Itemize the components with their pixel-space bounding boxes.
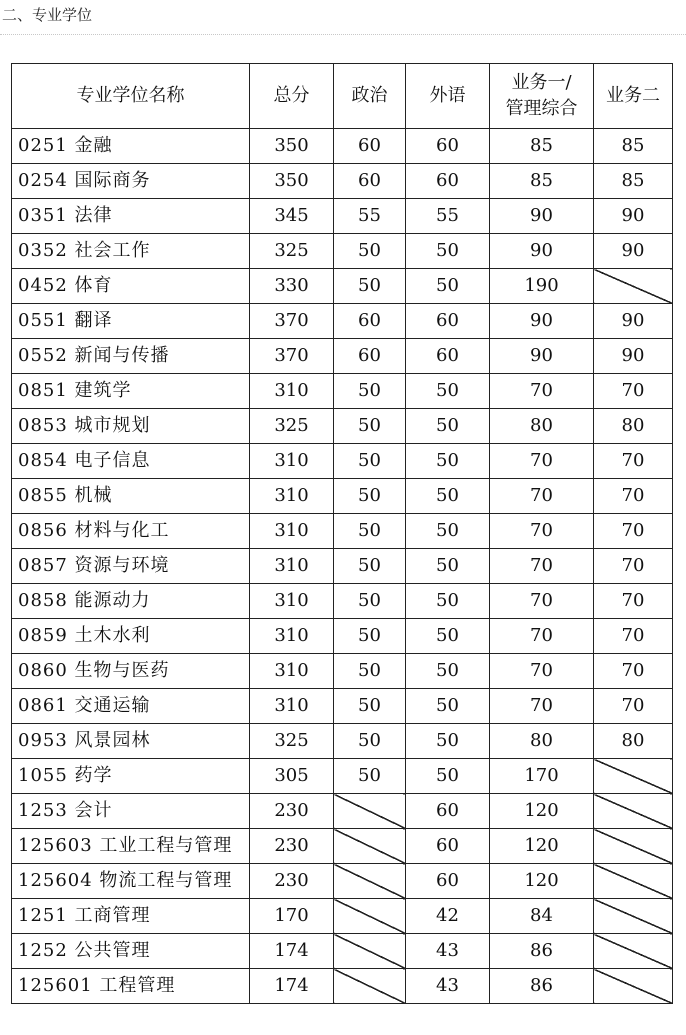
table-row (12, 374, 673, 409)
cell-name: 0953 风景园林 (12, 724, 250, 759)
cell-total: 310 (250, 619, 334, 654)
cell-language: 60 (406, 864, 490, 899)
cell-business2-not-applicable (594, 269, 673, 304)
cell-business2: 70 (594, 654, 673, 689)
cell-business1: 120 (490, 829, 594, 864)
cell-business1: 86 (490, 969, 594, 1004)
cell-language: 43 (406, 934, 490, 969)
cell-business1: 80 (490, 409, 594, 444)
table-row (12, 234, 673, 269)
table-row (12, 759, 673, 794)
cell-business1: 90 (490, 199, 594, 234)
cell-business1: 170 (490, 759, 594, 794)
cell-total: 345 (250, 199, 334, 234)
cell-business1: 70 (490, 479, 594, 514)
cell-total: 325 (250, 234, 334, 269)
cell-business1: 70 (490, 514, 594, 549)
cell-politics-not-applicable (334, 794, 406, 829)
cell-business2-not-applicable (594, 829, 673, 864)
cell-politics: 50 (334, 479, 406, 514)
table-row (12, 619, 673, 654)
cell-politics: 50 (334, 444, 406, 479)
cell-business2: 80 (594, 724, 673, 759)
cell-politics: 60 (334, 339, 406, 374)
cell-politics: 60 (334, 304, 406, 339)
cell-name: 0352 社会工作 (12, 234, 250, 269)
table-row (12, 269, 673, 304)
cell-business2: 90 (594, 339, 673, 374)
table-row (12, 829, 673, 864)
cell-name: 0860 生物与医药 (12, 654, 250, 689)
cell-politics: 50 (334, 724, 406, 759)
cell-total: 170 (250, 899, 334, 934)
cell-politics: 60 (334, 129, 406, 164)
cell-language: 50 (406, 514, 490, 549)
cell-name: 0851 建筑学 (12, 374, 250, 409)
cell-total: 350 (250, 129, 334, 164)
cell-language: 60 (406, 794, 490, 829)
cell-language: 60 (406, 339, 490, 374)
header-total: 总分 (250, 64, 334, 129)
cell-name: 0857 资源与环境 (12, 549, 250, 584)
cell-business2: 85 (594, 164, 673, 199)
cell-business1: 90 (490, 339, 594, 374)
cell-business1: 84 (490, 899, 594, 934)
cell-total: 310 (250, 689, 334, 724)
cell-name: 0861 交通运输 (12, 689, 250, 724)
cell-language: 50 (406, 234, 490, 269)
table-row (12, 689, 673, 724)
table-row (12, 339, 673, 374)
cell-language: 50 (406, 374, 490, 409)
table-row (12, 654, 673, 689)
cell-business1: 70 (490, 549, 594, 584)
table-row (12, 864, 673, 899)
table-row (12, 794, 673, 829)
cell-business1: 80 (490, 724, 594, 759)
cell-business2-not-applicable (594, 934, 673, 969)
cell-business2: 70 (594, 514, 673, 549)
cell-name: 0859 土木水利 (12, 619, 250, 654)
score-table (11, 63, 673, 1004)
table-row (12, 129, 673, 164)
cell-total: 230 (250, 794, 334, 829)
cell-business1: 86 (490, 934, 594, 969)
cell-language: 50 (406, 689, 490, 724)
cell-politics: 50 (334, 619, 406, 654)
table-row (12, 584, 673, 619)
cell-politics-not-applicable (334, 934, 406, 969)
cell-business1: 70 (490, 584, 594, 619)
cell-name: 0552 新闻与传播 (12, 339, 250, 374)
cell-politics: 50 (334, 269, 406, 304)
cell-name: 0858 能源动力 (12, 584, 250, 619)
cell-total: 230 (250, 864, 334, 899)
header-business1 (490, 64, 594, 129)
cell-business1: 70 (490, 654, 594, 689)
table-row (12, 934, 673, 969)
cell-language: 50 (406, 654, 490, 689)
cell-language: 60 (406, 304, 490, 339)
cell-total: 330 (250, 269, 334, 304)
cell-politics: 50 (334, 374, 406, 409)
cell-total: 174 (250, 934, 334, 969)
cell-business2: 90 (594, 234, 673, 269)
header-name: 专业学位名称 (12, 64, 250, 129)
cell-business2: 80 (594, 409, 673, 444)
table-row (12, 899, 673, 934)
cell-total: 230 (250, 829, 334, 864)
header-business1-line1: 业务一/ (511, 72, 572, 93)
cell-name: 1055 药学 (12, 759, 250, 794)
cell-business2: 90 (594, 199, 673, 234)
cell-politics-not-applicable (334, 864, 406, 899)
cell-politics-not-applicable (334, 969, 406, 1004)
table-row (12, 969, 673, 1004)
cell-name: 125601 工程管理 (12, 969, 250, 1004)
cell-name: 125603 工业工程与管理 (12, 829, 250, 864)
cell-total: 310 (250, 654, 334, 689)
section-title: 二、专业学位 (2, 6, 93, 24)
cell-business2: 70 (594, 689, 673, 724)
cell-total: 310 (250, 374, 334, 409)
cell-politics: 50 (334, 514, 406, 549)
cell-name: 0452 体育 (12, 269, 250, 304)
cell-total: 174 (250, 969, 334, 1004)
header-business1-line2: 管理综合 (505, 98, 578, 119)
header-language: 外语 (406, 64, 490, 129)
cell-total: 310 (250, 514, 334, 549)
cell-business1: 85 (490, 164, 594, 199)
cell-business2-not-applicable (594, 899, 673, 934)
cell-total: 325 (250, 409, 334, 444)
cell-business2-not-applicable (594, 969, 673, 1004)
cell-name: 1253 会计 (12, 794, 250, 829)
cell-language: 50 (406, 759, 490, 794)
cell-business1: 90 (490, 234, 594, 269)
table-row (12, 514, 673, 549)
cell-business2-not-applicable (594, 794, 673, 829)
cell-name: 0856 材料与化工 (12, 514, 250, 549)
table-body (12, 129, 673, 1004)
cell-total: 310 (250, 444, 334, 479)
cell-business2: 70 (594, 444, 673, 479)
cell-language: 42 (406, 899, 490, 934)
table-row (12, 479, 673, 514)
cell-language: 60 (406, 829, 490, 864)
cell-total: 370 (250, 304, 334, 339)
cell-business1: 70 (490, 374, 594, 409)
cell-name: 0855 机械 (12, 479, 250, 514)
cell-total: 310 (250, 479, 334, 514)
cell-business1: 120 (490, 864, 594, 899)
table-row (12, 199, 673, 234)
cell-language: 50 (406, 409, 490, 444)
cell-total: 305 (250, 759, 334, 794)
header-row (12, 64, 673, 129)
cell-business2: 70 (594, 479, 673, 514)
cell-language: 60 (406, 129, 490, 164)
cell-name: 1252 公共管理 (12, 934, 250, 969)
cell-politics: 55 (334, 199, 406, 234)
cell-business2-not-applicable (594, 864, 673, 899)
cell-name: 0854 电子信息 (12, 444, 250, 479)
cell-name: 0853 城市规划 (12, 409, 250, 444)
cell-business2: 70 (594, 619, 673, 654)
table-row (12, 304, 673, 339)
cell-business2-not-applicable (594, 759, 673, 794)
cell-language: 43 (406, 969, 490, 1004)
table-row (12, 409, 673, 444)
cell-total: 370 (250, 339, 334, 374)
cell-business2: 70 (594, 584, 673, 619)
cell-business1: 190 (490, 269, 594, 304)
cell-business1: 70 (490, 444, 594, 479)
cell-name: 125604 物流工程与管理 (12, 864, 250, 899)
cell-name: 1251 工商管理 (12, 899, 250, 934)
cell-business1: 70 (490, 689, 594, 724)
cell-politics: 50 (334, 654, 406, 689)
table-row (12, 724, 673, 759)
header-business2: 业务二 (594, 64, 673, 129)
cell-politics: 50 (334, 689, 406, 724)
cell-name: 0254 国际商务 (12, 164, 250, 199)
cell-language: 50 (406, 619, 490, 654)
cell-total: 310 (250, 549, 334, 584)
cell-language: 50 (406, 479, 490, 514)
cell-name: 0251 金融 (12, 129, 250, 164)
header-politics: 政治 (334, 64, 406, 129)
cell-total: 310 (250, 584, 334, 619)
table-row (12, 444, 673, 479)
cell-language: 55 (406, 199, 490, 234)
cell-language: 50 (406, 724, 490, 759)
cell-business2: 70 (594, 374, 673, 409)
cell-politics: 50 (334, 584, 406, 619)
cell-business1: 90 (490, 304, 594, 339)
cell-business1: 70 (490, 619, 594, 654)
cell-total: 350 (250, 164, 334, 199)
cell-politics: 50 (334, 759, 406, 794)
cell-language: 50 (406, 269, 490, 304)
cell-politics: 50 (334, 549, 406, 584)
cell-politics-not-applicable (334, 829, 406, 864)
divider (0, 34, 686, 35)
cell-business1: 120 (490, 794, 594, 829)
table-row (12, 164, 673, 199)
cell-language: 50 (406, 549, 490, 584)
cell-language: 60 (406, 164, 490, 199)
cell-business2: 70 (594, 549, 673, 584)
cell-language: 50 (406, 444, 490, 479)
cell-language: 50 (406, 584, 490, 619)
cell-politics: 60 (334, 164, 406, 199)
cell-politics: 50 (334, 409, 406, 444)
cell-business2: 90 (594, 304, 673, 339)
cell-business2: 85 (594, 129, 673, 164)
cell-politics-not-applicable (334, 899, 406, 934)
cell-name: 0551 翻译 (12, 304, 250, 339)
cell-name: 0351 法律 (12, 199, 250, 234)
cell-business1: 85 (490, 129, 594, 164)
cell-politics: 50 (334, 234, 406, 269)
cell-total: 325 (250, 724, 334, 759)
table-row (12, 549, 673, 584)
